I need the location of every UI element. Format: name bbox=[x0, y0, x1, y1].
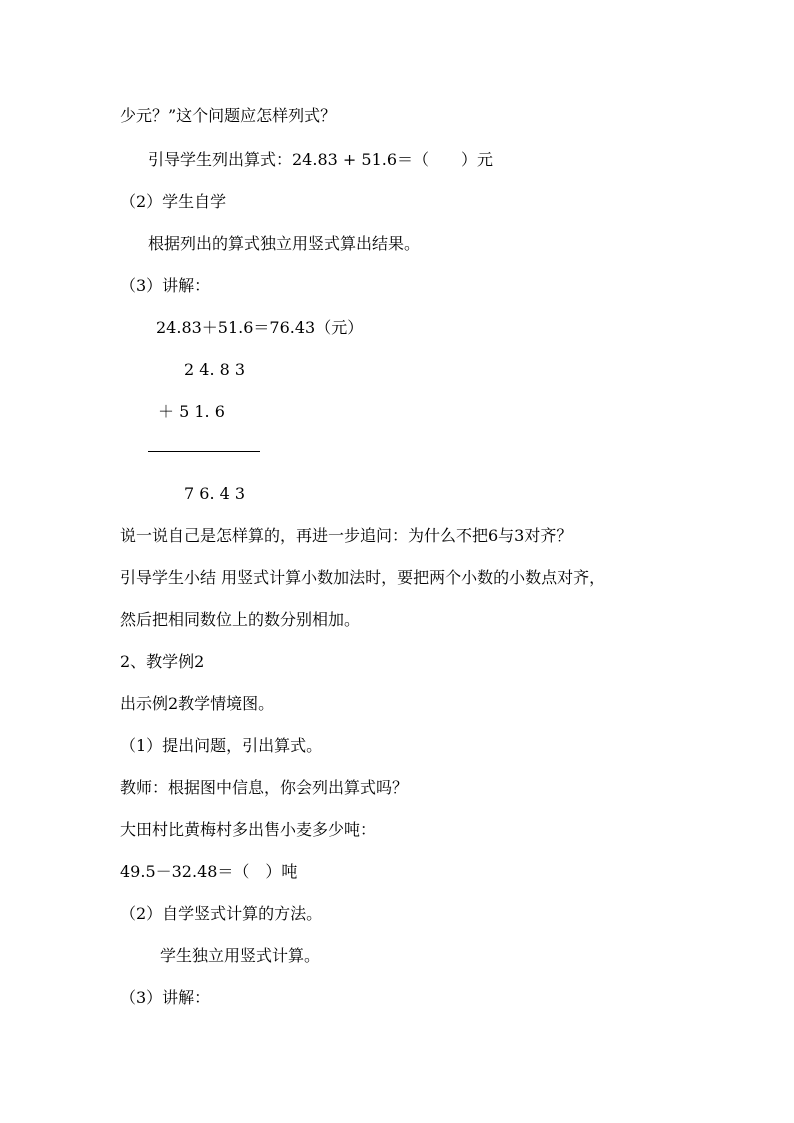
text-line-step3-explanation-second: （3）讲解： bbox=[120, 988, 211, 1007]
text-line-follow-up-question: 说一说自己是怎样算的，再进一步追问：为什么不把6与3对齐？ bbox=[120, 526, 573, 545]
text-line-step2-method: （2）自学竖式计算的方法。 bbox=[120, 904, 323, 923]
text-line-vertical-calculation-instruction: 根据列出的算式独立用竖式算出结果。 bbox=[148, 234, 421, 253]
text-line-show-example-2: 出示例2教学情境图。 bbox=[120, 694, 275, 713]
text-line-word-problem: 大田村比黄梅村多出售小麦多少吨： bbox=[120, 820, 377, 839]
text-line-summary-continuation: 然后把相同数位上的数分别相加。 bbox=[120, 610, 361, 629]
text-line-summary-rule: 引导学生小结 用竖式计算小数加法时，要把两个小数的小数点对齐， bbox=[120, 568, 606, 587]
vertical-addition-result: 7 6. 4 3 bbox=[184, 484, 246, 503]
text-line-step1-question: （1）提出问题，引出算式。 bbox=[120, 736, 323, 755]
text-line-subtraction-equation: 49.5－32.48＝（ ）吨 bbox=[120, 862, 298, 881]
vertical-addition-rule bbox=[148, 451, 260, 452]
text-line-addition-equation: 24.83＋51.6＝76.43（元） bbox=[156, 318, 364, 337]
text-line-guide-formula: 引导学生列出算式：24.83 + 51.6＝（ ）元 bbox=[148, 150, 494, 169]
text-line-teacher-question: 教师：根据图中信息，你会列出算式吗？ bbox=[120, 778, 409, 797]
text-line-step2-self-study: （2）学生自学 bbox=[120, 192, 227, 211]
text-line-step3-explanation: （3）讲解： bbox=[120, 276, 211, 295]
vertical-addition-top-number: 2 4. 8 3 bbox=[184, 360, 246, 379]
vertical-addition-second-number: ＋ 5 1. 6 bbox=[158, 402, 225, 421]
text-line-independent-calculation: 学生独立用竖式计算。 bbox=[160, 946, 321, 965]
section-heading-example-2: 2、教学例2 bbox=[120, 652, 205, 671]
text-line-question-continuation: 少元？”这个问题应怎样列式？ bbox=[120, 106, 337, 125]
